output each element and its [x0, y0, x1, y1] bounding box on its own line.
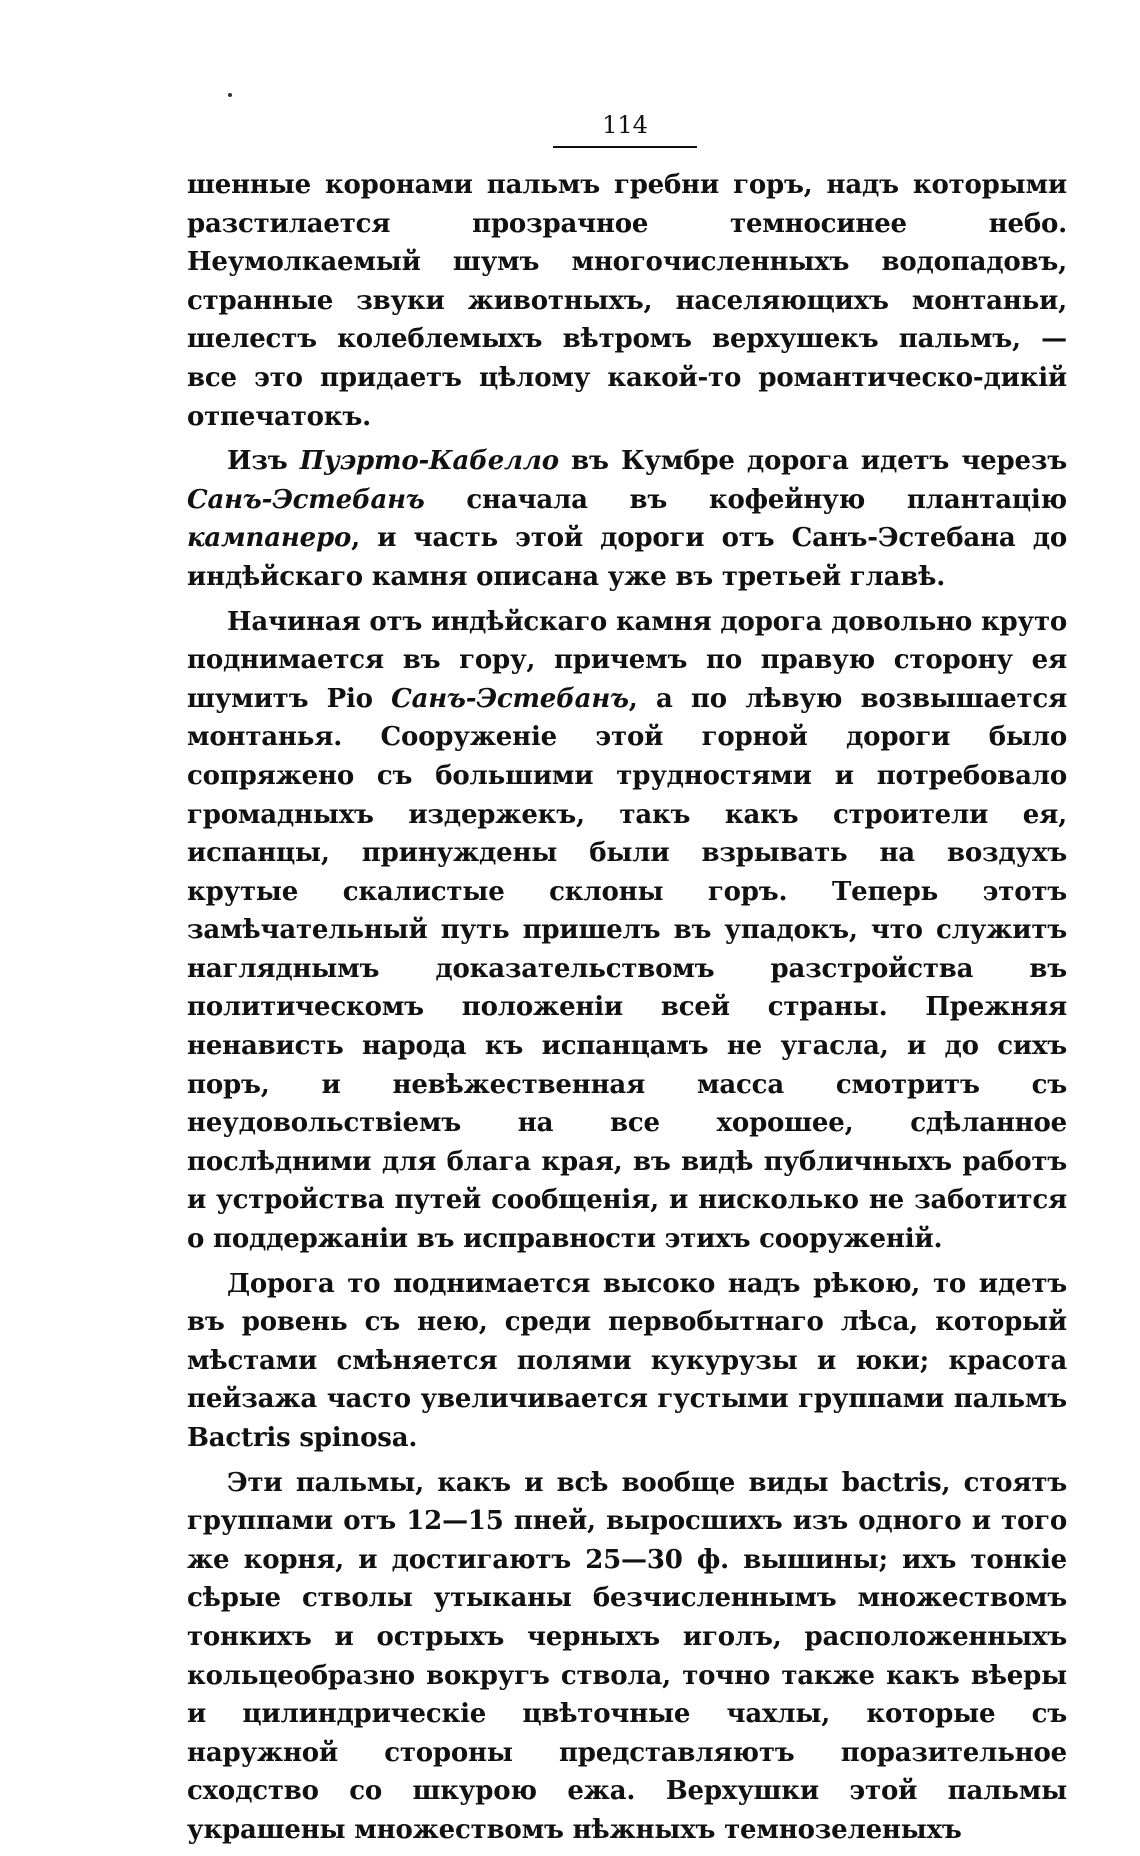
paragraph-2 — [187, 442, 1067, 596]
header-rule — [553, 146, 697, 148]
paragraph-3 — [187, 603, 1067, 1259]
page-header — [553, 110, 697, 148]
paragraph-5 — [187, 1464, 1067, 1850]
text-run: Начиная отъ индѣйскаго камня дорога довольно круто поднимается въ гору, причемъ по правую сторону ея шумитъ Ріо — [187, 606, 1067, 714]
text-run: Изъ — [227, 446, 300, 477]
page-number: 114 — [602, 111, 648, 139]
italic-place-name: Пуэрто-Кабелло — [299, 446, 559, 477]
text-run: въ Кумбре дорога идетъ черезъ — [558, 446, 1067, 477]
text-run: Дорога то поднимается высоко надъ рѣкою, то идетъ въ ровень съ нею, среди первобытнаго лѣса, который мѣстами смѣняется полями кукурузы и юки; красота пейзажа часто увеличивается густыми группами пальмъ Bactris spinosa. — [187, 1268, 1067, 1453]
italic-term: кампанеро — [187, 523, 352, 554]
text-run: шенные коронами пальмъ гребни горъ, надъ которыми разстилается прозрачное темносинее небо. Неумолкаемый шумъ многочисленныхъ водопадовъ, странные звуки животныхъ, населяющихъ монтаньи, шелестъ колеблемыхъ вѣтромъ верхушекъ пальмъ, — все это придаетъ цѣлому какой-то романтическо-дикій отпечатокъ. — [187, 170, 1067, 432]
print-speck — [228, 93, 232, 97]
paragraph-4 — [187, 1265, 1067, 1458]
text-run: , а по лѣвую возвышается монтанья. Сооруженіе этой горной дороги было сопряжено съ большими трудностями и потребовало громадныхъ издержекъ, такъ какъ строители ея, испанцы, принуждены были взрывать на воздухъ крутые скалистые склоны горъ. Теперь этотъ замѣчательный путь пришелъ въ упадокъ, что служитъ нагляднымъ доказательствомъ разстройства въ политическомъ положеніи всей страны. Прежняя ненависть народа къ испанцамъ не угасла, и до сихъ поръ, и невѣжественная масса смотритъ съ неудовольствіемъ на все хорошее, сдѣланное послѣдними для блага края, въ видѣ публичныхъ работъ и устройства путей сообщенія, и нисколько не заботится о поддержаніи въ исправности этихъ сооруженій. — [187, 683, 1067, 1255]
body-text — [187, 166, 1067, 1856]
italic-place-name: Санъ-Эстебанъ — [187, 484, 425, 515]
text-run: сначала въ кофейную плантацію — [424, 484, 1067, 515]
italic-place-name: Санъ-Эстебанъ — [391, 683, 629, 714]
text-run: Эти пальмы, какъ и всѣ вообще виды bactris, стоятъ группами отъ 12—15 пней, выросшихъ изъ одного и того же корня, и достигаютъ 25—30 ф. вышины; ихъ тонкіе сѣрые стволы утыканы безчисленнымъ множествомъ тонкихъ и острыхъ черныхъ иголъ, расположенныхъ кольцеобразно вокругъ ствола, точно также какъ вѣеры и цилиндрическіе цвѣточные чахлы, которые съ наружной стороны представляютъ поразительное сходство со шкурою ежа. Верхушки этой пальмы украшены множествомъ нѣжныхъ темнозеленыхъ — [187, 1467, 1067, 1845]
paragraph-1 — [187, 166, 1067, 436]
text-run: , и часть этой дороги отъ Санъ-Эстебана до индѣйскаго камня описана уже въ третьей главѣ. — [187, 523, 1067, 592]
